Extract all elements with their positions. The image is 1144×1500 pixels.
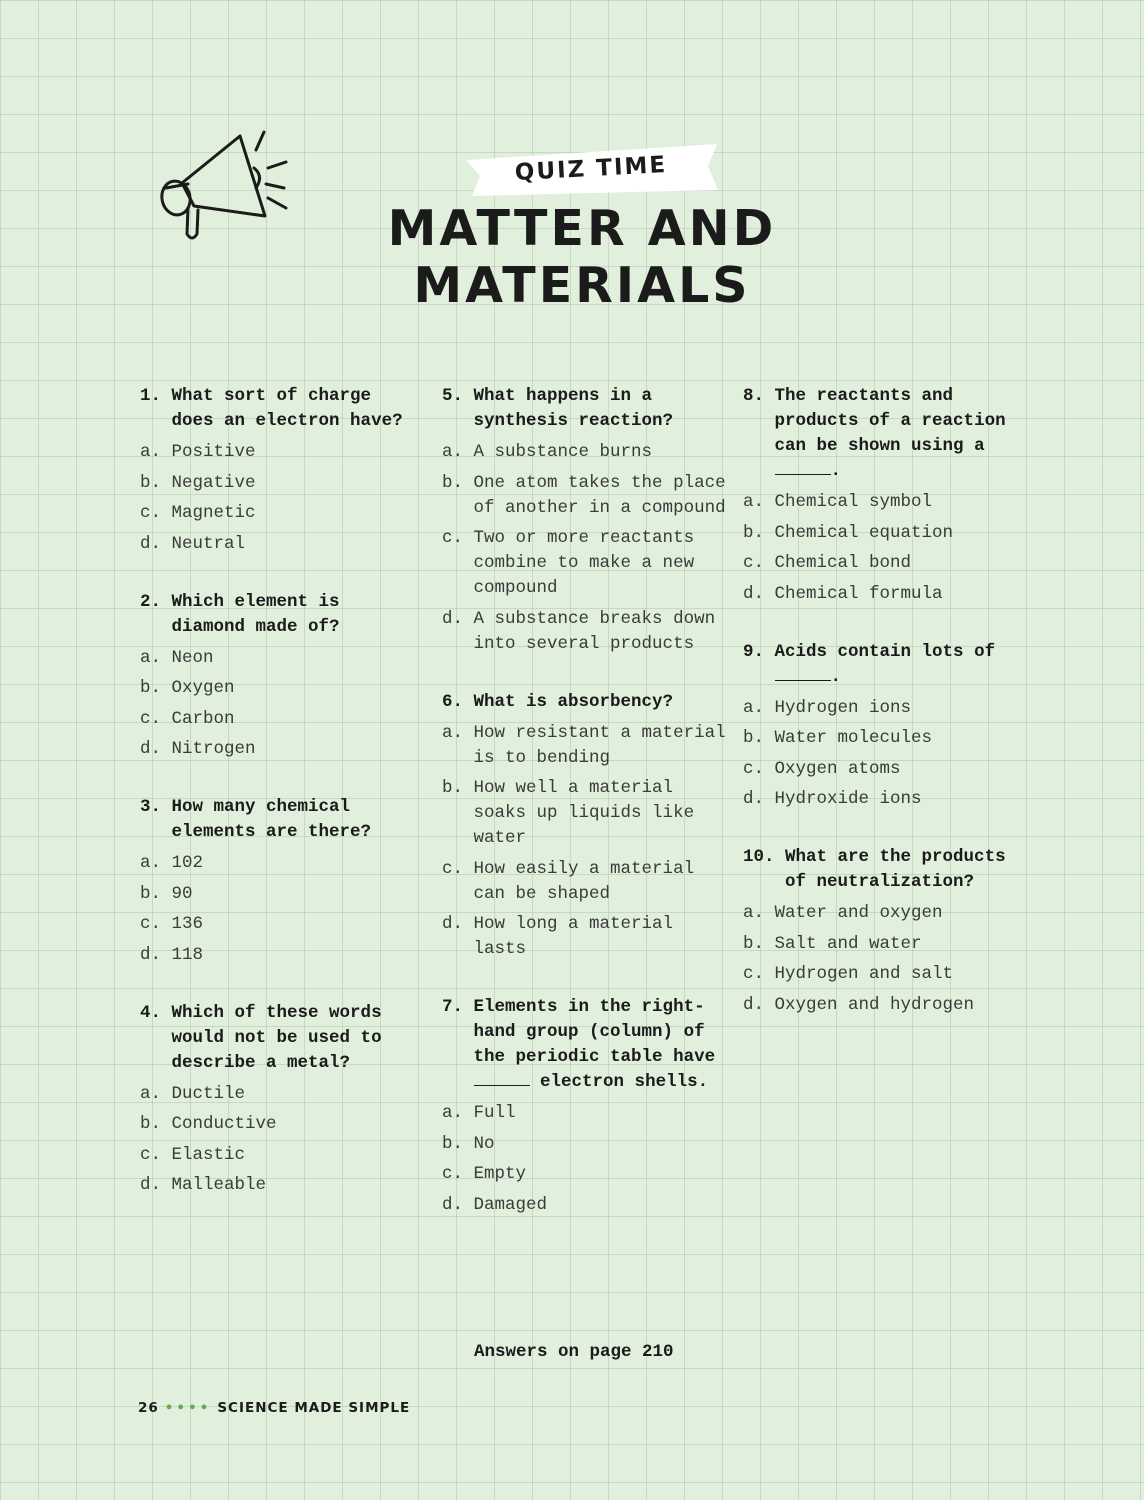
option-text: Conductive — [171, 1114, 277, 1134]
question-text-after-blank: electron shells. — [540, 1072, 709, 1092]
answer-option — [442, 857, 732, 907]
answer-option — [140, 1143, 420, 1168]
answer-option — [743, 932, 1033, 957]
option-letter: d. — [442, 608, 464, 629]
question-number: 2. — [140, 591, 162, 612]
option-text: Hydroxide ions — [774, 789, 922, 809]
option-text: Oxygen and hydrogen — [774, 994, 975, 1015]
question-text: What is absorbency? — [473, 691, 674, 712]
answer-option — [442, 1193, 732, 1218]
answer-option — [140, 943, 420, 968]
answer-option — [442, 1132, 732, 1157]
option-text: Negative — [171, 472, 256, 493]
option-text: Positive — [171, 442, 256, 462]
option-text: Nitrogen — [171, 739, 256, 759]
option-letter: a. — [140, 853, 162, 873]
answer-option — [140, 676, 420, 701]
option-text: Chemical equation — [774, 522, 954, 543]
title-line-2: MATERIALS — [413, 257, 751, 314]
question-4 — [140, 1001, 420, 1199]
quiz-column-1 — [140, 384, 420, 1231]
answer-option — [140, 471, 420, 496]
answer-option — [442, 607, 732, 657]
question-number: 10. — [743, 847, 775, 867]
option-letter: b. — [743, 728, 765, 748]
option-text: 136 — [171, 914, 204, 934]
option-letter: b. — [140, 472, 162, 493]
option-letter: d. — [140, 739, 162, 759]
option-text: 102 — [171, 853, 204, 873]
option-text: One atom takes the place of another in a compound — [473, 472, 726, 518]
answer-option — [442, 440, 732, 465]
option-letter: a. — [442, 442, 464, 462]
option-text: Carbon — [171, 708, 235, 729]
question-10 — [743, 845, 1033, 1018]
question-text-before-blank: The reactants and products of a reaction can be shown using a — [774, 386, 1006, 456]
book-title: SCIENCE MADE SIMPLE — [217, 1400, 411, 1416]
option-text: A substance breaks down into several products — [473, 608, 716, 654]
page-title — [300, 200, 864, 314]
option-letter: c. — [140, 914, 162, 934]
option-letter: c. — [140, 1144, 162, 1165]
option-letter: a. — [140, 647, 162, 668]
question-1 — [140, 384, 420, 557]
fill-in-blank — [775, 460, 831, 475]
question-text: What are the products of neutralization? — [785, 847, 1006, 892]
option-text: No — [473, 1133, 495, 1154]
option-text: Water molecules — [774, 728, 933, 748]
option-text: How resistant a material is to bending — [473, 722, 726, 768]
fill-in-blank — [474, 1071, 530, 1086]
option-text: Neutral — [171, 533, 246, 554]
option-letter: b. — [442, 1133, 464, 1154]
option-letter: b. — [140, 1114, 162, 1134]
option-letter: c. — [743, 964, 765, 984]
question-number: 3. — [140, 797, 162, 817]
option-text: Empty — [473, 1164, 527, 1184]
answer-option — [743, 490, 1033, 515]
answer-option — [140, 646, 420, 671]
question-number: 7. — [442, 997, 464, 1017]
option-text: How easily a material can be shaped — [473, 858, 695, 904]
answer-option — [140, 501, 420, 526]
option-letter: d. — [140, 944, 162, 965]
answer-option — [442, 1162, 732, 1187]
answer-option — [442, 721, 732, 771]
option-text: Chemical bond — [774, 553, 912, 573]
megaphone-icon — [152, 128, 302, 248]
option-text: Oxygen — [171, 678, 235, 698]
option-text: Water and oxygen — [774, 903, 943, 923]
answer-option — [743, 726, 1033, 751]
option-text: Chemical formula — [774, 583, 943, 604]
answer-option — [140, 1173, 420, 1198]
option-text: Ductile — [171, 1083, 246, 1104]
option-letter: b. — [140, 678, 162, 698]
question-6 — [442, 690, 732, 963]
answer-option — [442, 526, 732, 601]
question-number: 4. — [140, 1002, 162, 1023]
option-letter: b. — [442, 472, 464, 493]
question-number: 5. — [442, 386, 464, 406]
quiz-column-3 — [743, 384, 1033, 1051]
option-text: Full — [473, 1103, 516, 1123]
question-7 — [442, 995, 732, 1218]
question-text: What sort of charge does an electron have? — [171, 386, 403, 431]
option-letter: a. — [140, 1083, 162, 1104]
option-letter: c. — [743, 758, 765, 779]
question-number: 8. — [743, 386, 765, 406]
page-footer — [138, 1400, 410, 1416]
option-letter: c. — [140, 708, 162, 729]
answer-option — [140, 882, 420, 907]
answer-option — [743, 993, 1033, 1018]
question-number: 9. — [743, 641, 765, 662]
option-text: 90 — [171, 883, 193, 904]
option-text: How long a material lasts — [473, 914, 674, 959]
question-9 — [743, 640, 1033, 813]
option-text: Damaged — [473, 1194, 548, 1215]
answer-option — [140, 851, 420, 876]
answer-option — [743, 962, 1033, 987]
option-text: Magnetic — [171, 503, 256, 523]
option-letter: d. — [743, 583, 765, 604]
option-text: Hydrogen and salt — [774, 964, 954, 984]
question-number: 6. — [442, 691, 464, 712]
quiz-time-banner — [462, 140, 720, 198]
option-text: A substance burns — [473, 442, 653, 462]
question-3 — [140, 795, 420, 968]
question-text: What happens in a synthesis reaction? — [473, 386, 674, 431]
answers-note: Answers on page 210 — [474, 1342, 674, 1362]
answer-option — [442, 1101, 732, 1126]
option-letter: b. — [442, 778, 464, 798]
option-text: Neon — [171, 647, 214, 668]
option-letter: d. — [743, 789, 765, 809]
option-letter: b. — [743, 933, 765, 954]
question-text — [474, 995, 732, 1095]
question-text-after-blank: . — [830, 461, 842, 481]
option-letter: a. — [743, 697, 765, 718]
option-text: Elastic — [171, 1144, 246, 1165]
title-line-1: MATTER AND — [387, 200, 777, 257]
option-letter: d. — [140, 533, 162, 554]
answer-option — [140, 1112, 420, 1137]
option-text: Hydrogen ions — [774, 697, 912, 718]
option-letter: c. — [140, 503, 162, 523]
answer-option — [743, 901, 1033, 926]
option-letter: a. — [442, 1103, 464, 1123]
answer-option — [743, 787, 1033, 812]
quiz-column-2 — [442, 384, 732, 1251]
option-letter: a. — [442, 722, 464, 743]
footer-dots: •••• — [164, 1400, 212, 1416]
question-number: 1. — [140, 386, 162, 406]
answer-option — [442, 912, 732, 962]
answer-option — [743, 521, 1033, 546]
option-letter: c. — [442, 1164, 464, 1184]
question-text-after-blank: . — [830, 666, 842, 687]
question-text: How many chemical elements are there? — [171, 797, 372, 842]
option-letter: c. — [743, 553, 765, 573]
answer-option — [743, 696, 1033, 721]
page-number: 26 — [138, 1400, 159, 1416]
banner-label: QUIZ TIME — [514, 152, 668, 186]
option-letter: b. — [140, 883, 162, 904]
option-text: 118 — [171, 944, 204, 965]
option-letter: a. — [743, 903, 765, 923]
option-text: Malleable — [171, 1175, 267, 1195]
question-text — [775, 384, 1033, 484]
answer-option — [140, 1082, 420, 1107]
option-letter: d. — [442, 914, 464, 934]
answer-option — [140, 707, 420, 732]
fill-in-blank — [775, 666, 831, 681]
option-letter: a. — [140, 442, 162, 462]
answer-option — [442, 471, 732, 521]
question-8 — [743, 384, 1033, 607]
question-text: Which of these words would not be used to describe a metal? — [171, 1002, 382, 1073]
option-text: Oxygen atoms — [774, 758, 901, 779]
answer-option — [140, 440, 420, 465]
option-letter: d. — [140, 1175, 162, 1195]
question-text — [775, 640, 1033, 690]
option-letter: d. — [442, 1194, 464, 1215]
option-letter: c. — [442, 858, 464, 879]
option-text: How well a material soaks up liquids like water — [473, 778, 695, 848]
answer-option — [743, 582, 1033, 607]
option-letter: b. — [743, 522, 765, 543]
option-letter: d. — [743, 994, 765, 1015]
option-text: Salt and water — [774, 933, 922, 954]
answer-option — [140, 737, 420, 762]
answer-option — [140, 532, 420, 557]
option-letter: c. — [442, 528, 464, 548]
question-text-before-blank: Elements in the right-hand group (column) of the periodic table have — [473, 997, 716, 1067]
answer-option — [743, 551, 1033, 576]
question-2 — [140, 590, 420, 763]
option-text: Two or more reactants combine to make a new compound — [473, 528, 695, 598]
question-text-before-blank: Acids contain lots of — [774, 641, 996, 662]
option-text: Chemical symbol — [774, 492, 933, 512]
question-5 — [442, 384, 732, 657]
answer-option — [140, 912, 420, 937]
option-letter: a. — [743, 492, 765, 512]
answer-option — [442, 776, 732, 851]
answer-option — [743, 757, 1033, 782]
question-text: Which element is diamond made of? — [171, 591, 340, 637]
